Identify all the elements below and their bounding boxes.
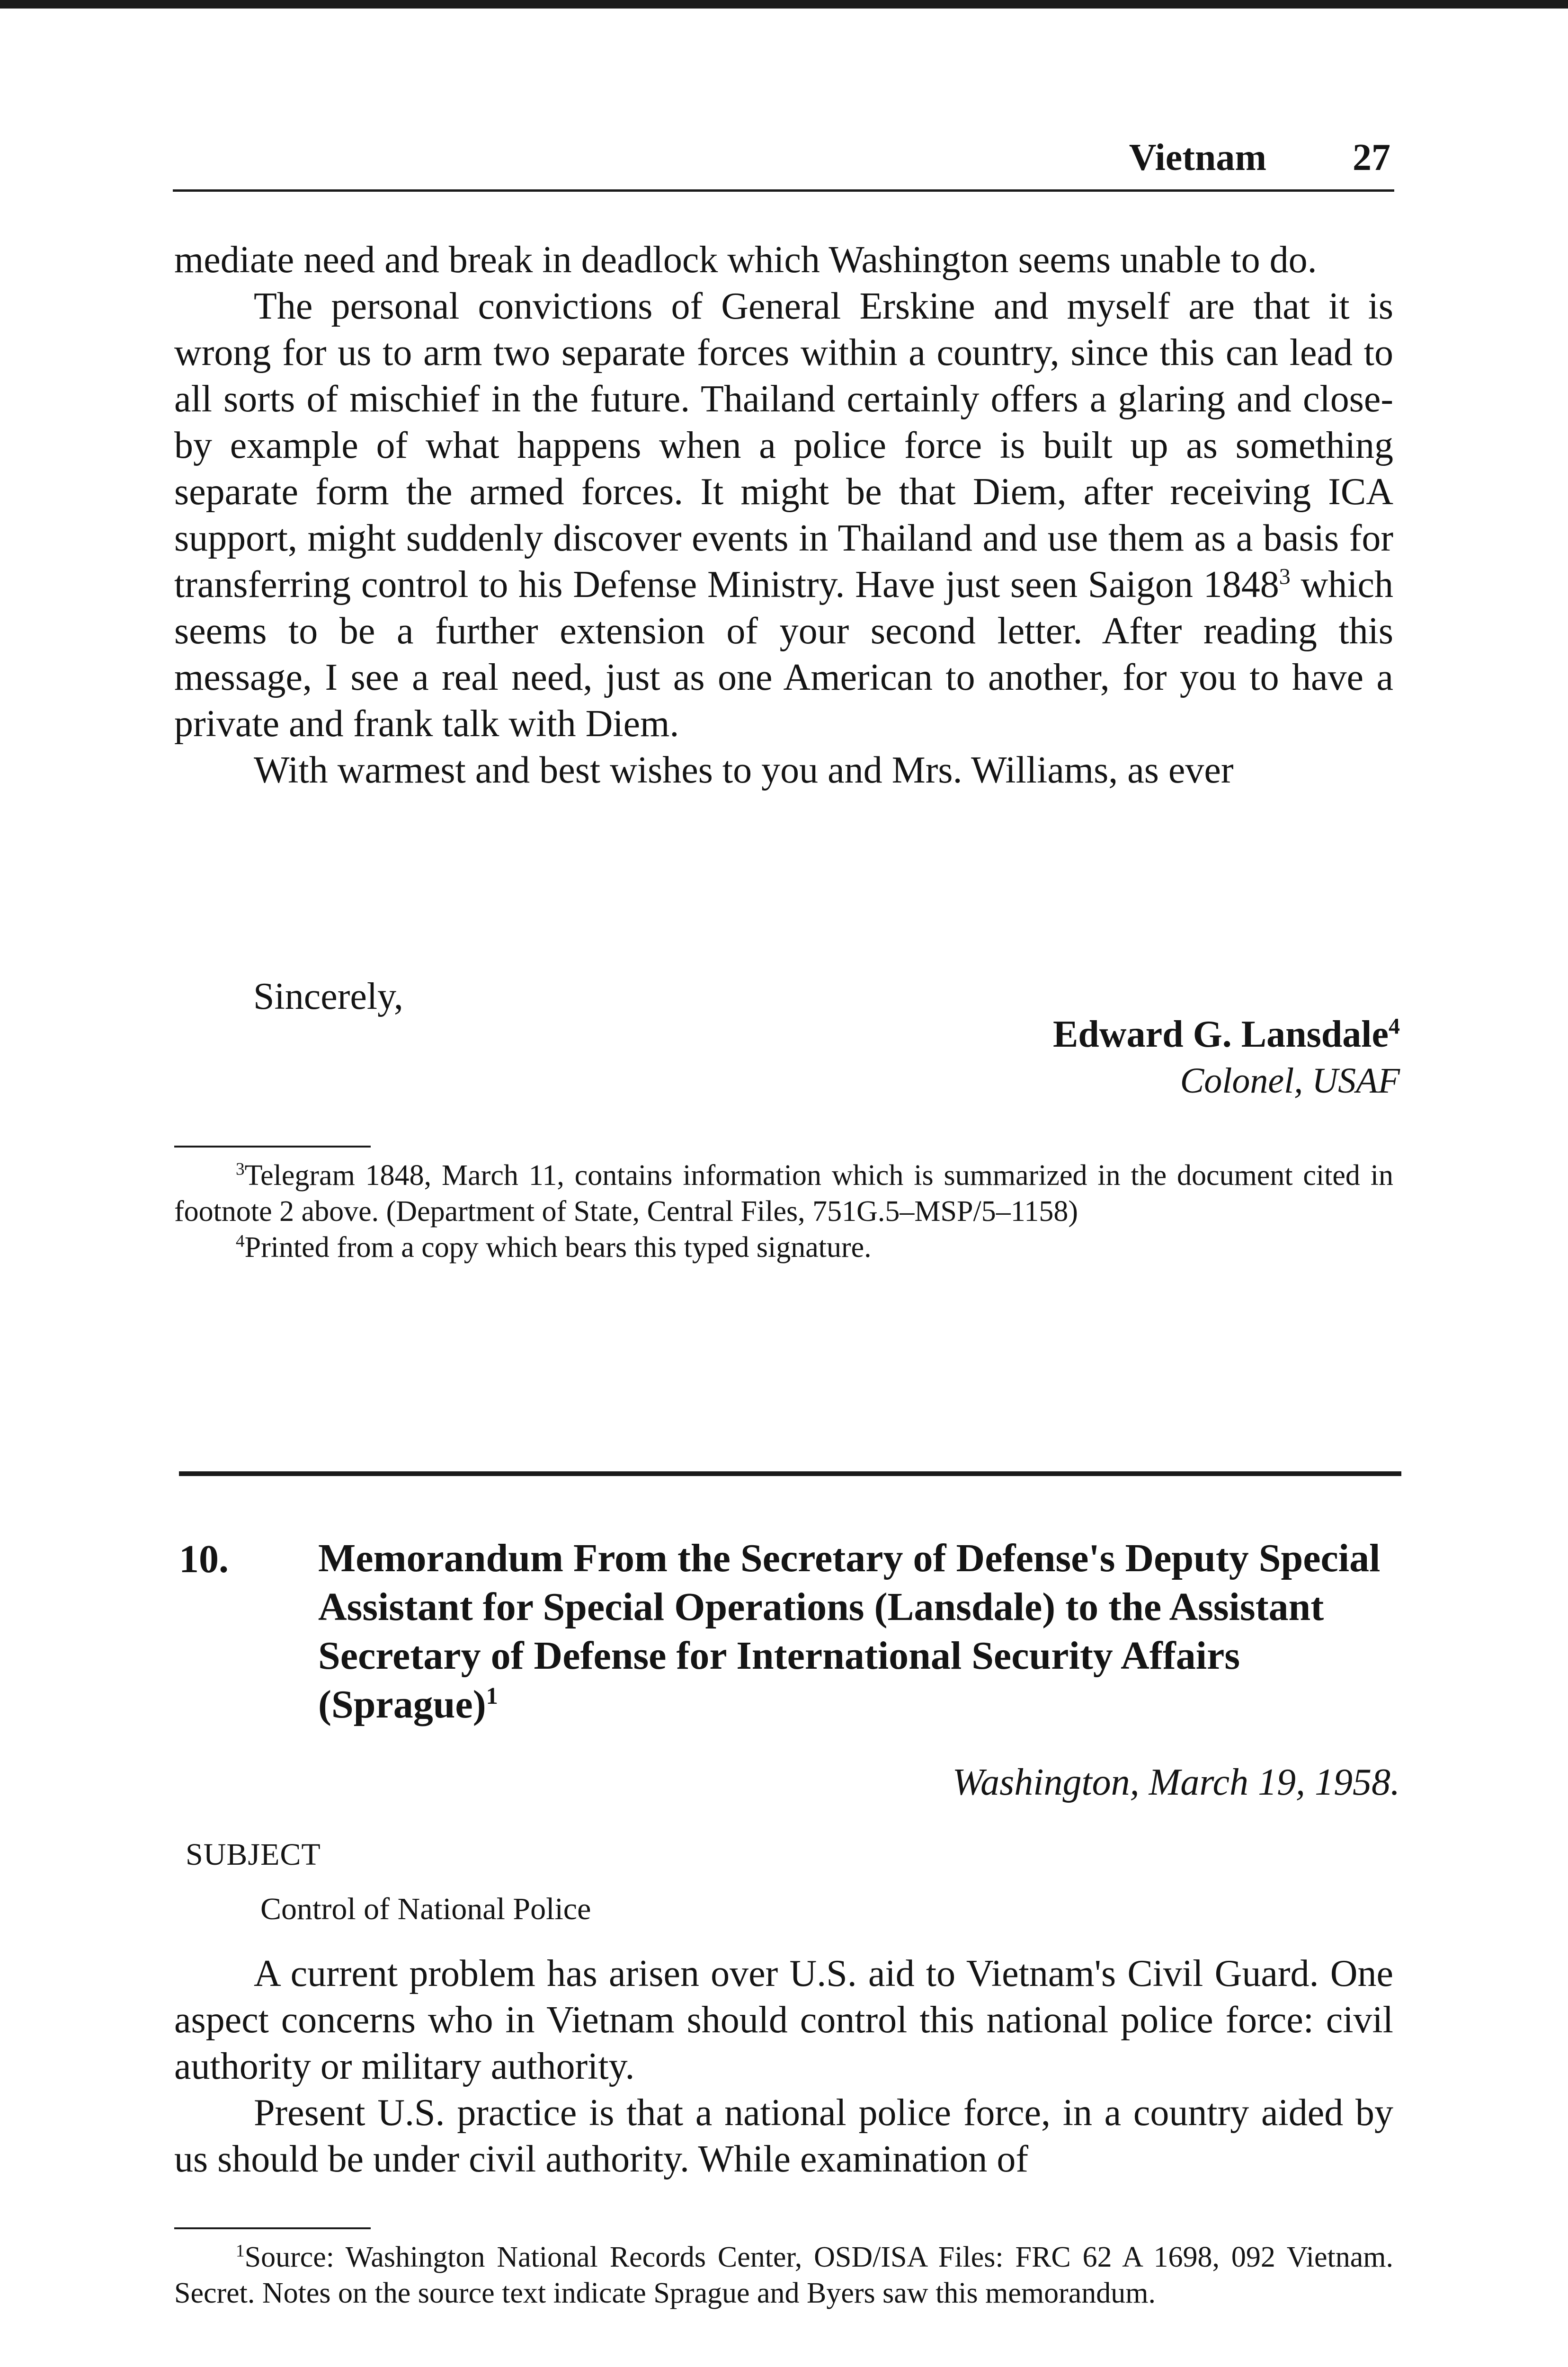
- letter-closing: Sincerely,: [253, 976, 403, 1017]
- document-title: [318, 1534, 1398, 1729]
- footnote: [174, 1229, 1393, 1265]
- footnote-reference: 1: [486, 1682, 498, 1709]
- footnote: [174, 1157, 1393, 1229]
- section-divider: [179, 1471, 1401, 1476]
- page-number: 27: [1353, 137, 1390, 178]
- footnote-text: Telegram 1848, March 11, contains information which is summarized in the document cited in footnote 2 above. (Department of State, Central Files, 751G.5–MSP/5–1158): [174, 1159, 1393, 1228]
- letter-paragraph: mediate need and break in deadlock which Washington seems unable to do.: [174, 239, 1317, 281]
- running-title: Vietnam: [1129, 137, 1266, 178]
- subject-text: Control of National Police: [260, 1892, 591, 1926]
- signature-name: [1053, 1013, 1400, 1056]
- running-head: [173, 133, 1394, 192]
- footnote-text: Source: Washington National Records Center, OSD/ISA Files: FRC 62 A 1698, 092 Vietnam. Secret. Notes on the source text indicate Sprague and Byers saw this memorandum.: [174, 2241, 1393, 2309]
- footnote-rule: [174, 1146, 371, 1148]
- footnote-text: Printed from a copy which bears this typed signature.: [244, 1231, 872, 1264]
- footnote-marker: 4: [236, 1231, 245, 1251]
- letter-body: [174, 237, 1393, 793]
- footnote-marker: 3: [236, 1159, 245, 1179]
- footnote-reference: 4: [1389, 1014, 1400, 1039]
- signature-title: Colonel, USAF: [1180, 1061, 1400, 1101]
- memorandum-paragraph: A current problem has arisen over U.S. aid to Vietnam's Civil Guard. One aspect concerns who in Vietnam should control this national police force: civil authority or military authority.: [174, 1953, 1393, 2087]
- memorandum-body: [174, 1950, 1393, 2182]
- document-number: 10.: [179, 1537, 229, 1581]
- letter-paragraph: [174, 283, 1393, 747]
- signature-name-text: Edward G. Lansdale: [1052, 1014, 1389, 1055]
- letter-paragraph-text: which seems to be a further extension of your second letter. After reading this message, I see a real need, just as one American to another, for you to have a private and frank talk with Diem.: [174, 564, 1394, 745]
- letter-footnotes: [174, 1157, 1393, 1265]
- memorandum-footnotes: [174, 2239, 1393, 2311]
- document-title-text: Memorandum From the Secretary of Defense's Deputy Special Assistant for Special Operations (Lansdale) to the Assistant Secretary of Defense for International Security Affairs (Sprague): [318, 1536, 1381, 1726]
- footnote: [174, 2239, 1393, 2311]
- scan-top-edge: [0, 0, 1568, 9]
- document-dateline: Washington, March 19, 1958.: [952, 1762, 1400, 1803]
- memorandum-paragraph: Present U.S. practice is that a national police force, in a country aided by us should be under civil authority. While examination of: [174, 2092, 1393, 2180]
- subject-label: SUBJECT: [186, 1837, 321, 1872]
- footnote-reference: 3: [1279, 564, 1291, 589]
- footnote-rule: [174, 2227, 371, 2229]
- letter-paragraph-text: The personal convictions of General Erskine and myself are that it is wrong for us to arm two separate forces within a country, since this can lead to all sorts of mischief in the future. Thailand certainly offers a glaring and close-by example of what happens when a police force is built up as something separate form the armed forces. It might be that Diem, after receiving ICA support, might suddenly discover events in Thailand and use them as a basis for transferring control to his Defense Ministry. Have just seen Saigon 1848: [174, 285, 1393, 605]
- letter-paragraph: With warmest and best wishes to you and Mrs. Williams, as ever: [254, 749, 1234, 791]
- footnote-marker: 1: [236, 2241, 245, 2261]
